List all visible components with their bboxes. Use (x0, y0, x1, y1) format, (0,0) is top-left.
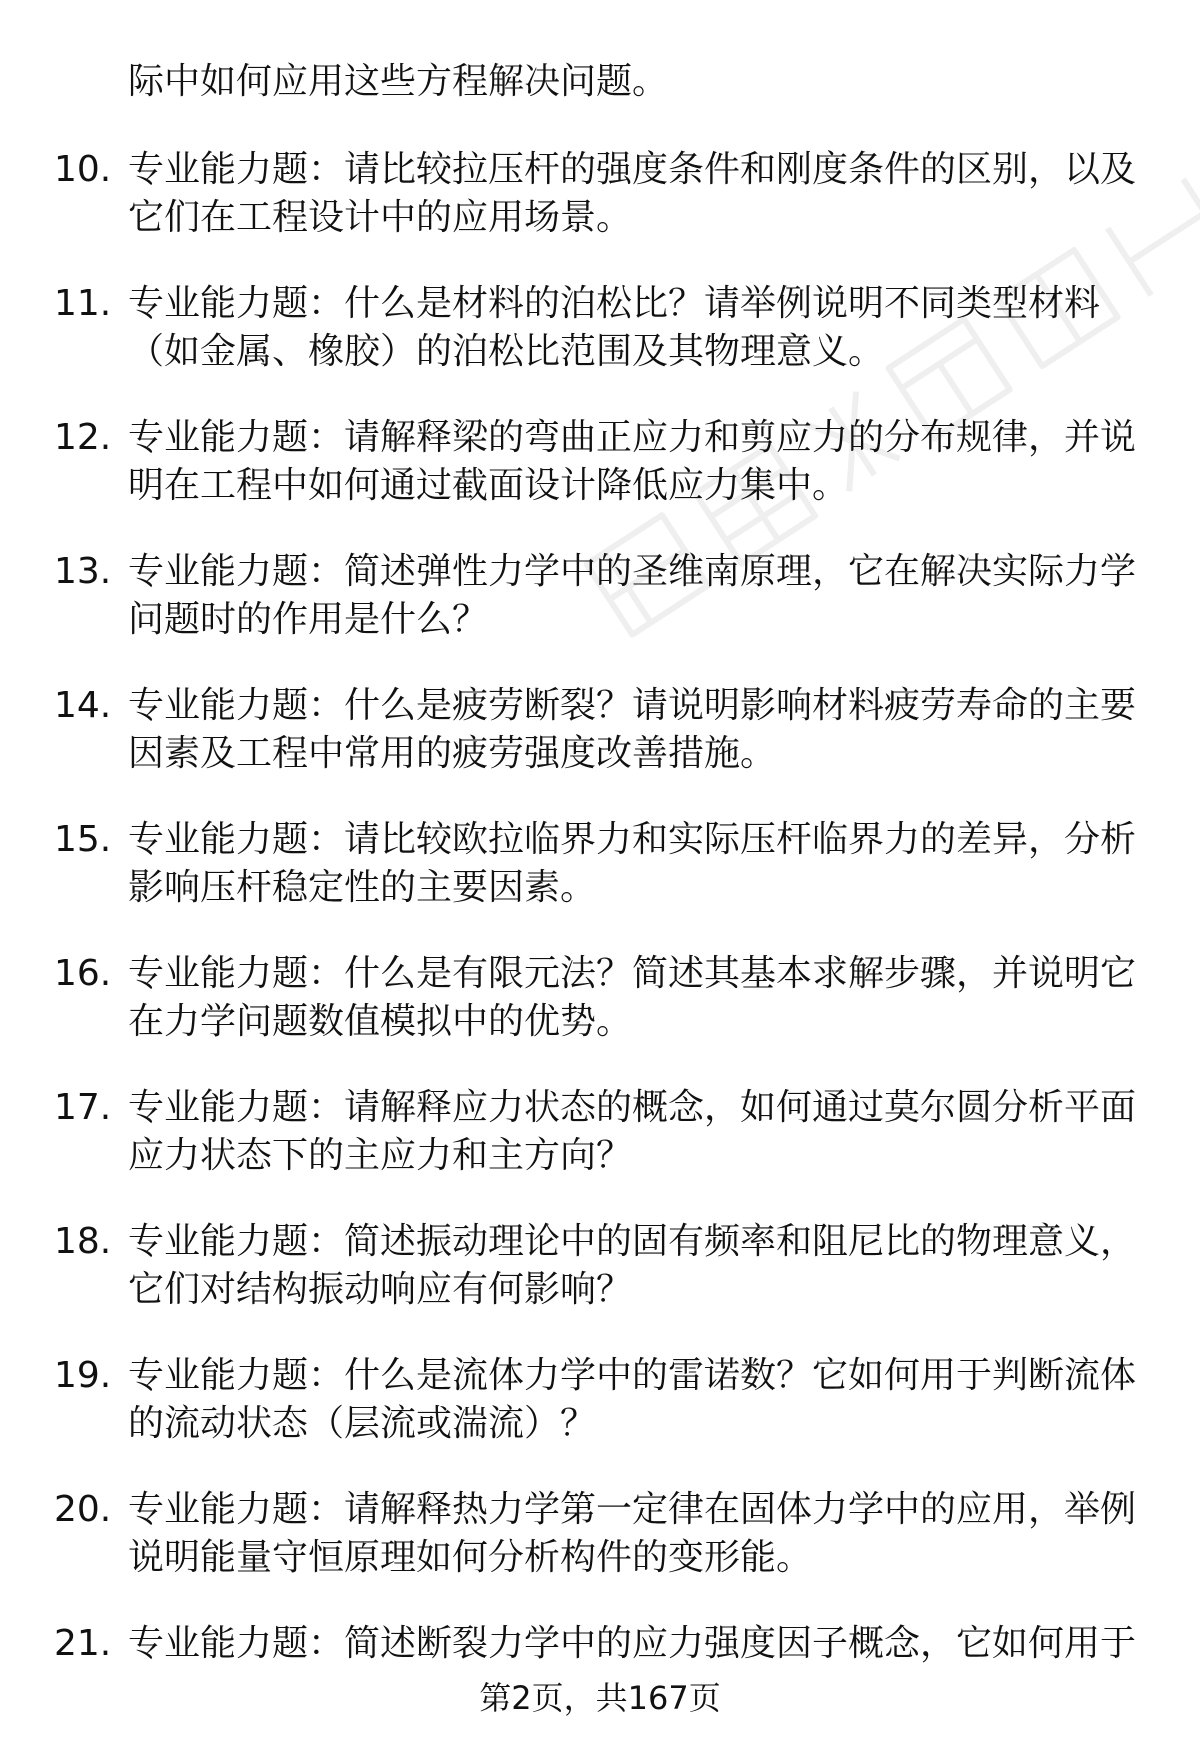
continuation-text: 际中如何应用这些方程解决问题。 (128, 61, 669, 102)
question-list (0, 146, 1200, 1754)
question-line: 专业能力题：请比较拉压杆的强度条件和刚度条件的区别，以及 (128, 149, 1137, 190)
question-text (128, 548, 1138, 644)
question-item (0, 1352, 1200, 1486)
question-line: 明在工程中如何通过截面设计降低应力集中。 (128, 465, 849, 506)
question-item (0, 682, 1200, 816)
question-number: 20. (54, 1489, 112, 1530)
question-line: 应力状态下的主应力和主方向？ (128, 1135, 633, 1176)
question-item (0, 1218, 1200, 1352)
question-text (128, 1486, 1138, 1582)
question-line: 专业能力题：请解释应力状态的概念，如何通过莫尔圆分析平面 (128, 1087, 1137, 1128)
question-line: 它们在工程设计中的应用场景。 (128, 197, 633, 238)
question-item (0, 280, 1200, 414)
question-line: 专业能力题：简述断裂力学中的应力强度因子概念，它如何用于 (128, 1623, 1137, 1664)
question-number: 17. (54, 1087, 112, 1128)
question-text (128, 1620, 1138, 1668)
question-line: 专业能力题：什么是流体力学中的雷诺数？它如何用于判断流体 (128, 1355, 1137, 1396)
question-line: 影响压杆稳定性的主要因素。 (128, 867, 597, 908)
question-text (128, 950, 1138, 1046)
question-text (128, 816, 1138, 912)
question-number: 14. (54, 685, 112, 726)
question-line: 它们对结构振动响应有何影响？ (128, 1269, 633, 1310)
question-number: 11. (54, 283, 112, 324)
question-line: 专业能力题：请比较欧拉临界力和实际压杆临界力的差异，分析 (128, 819, 1137, 860)
question-item (0, 414, 1200, 548)
question-line: 专业能力题：什么是有限元法？简述其基本求解步骤，并说明它 (128, 953, 1137, 994)
question-line: 专业能力题：请解释热力学第一定律在固体力学中的应用，举例 (128, 1489, 1137, 1530)
question-number: 18. (54, 1221, 112, 1262)
question-line: （如金属、橡胶）的泊松比范围及其物理意义。 (128, 331, 885, 372)
question-line: 专业能力题：请解释梁的弯曲正应力和剪应力的分布规律，并说 (128, 417, 1137, 458)
question-line: 在力学问题数值模拟中的优势。 (128, 1001, 633, 1042)
question-text (128, 682, 1138, 778)
question-number: 16. (54, 953, 112, 994)
question-line: 问题时的作用是什么？ (128, 599, 489, 640)
question-line: 说明能量守恒原理如何分析构件的变形能。 (128, 1537, 813, 1578)
question-number: 19. (54, 1355, 112, 1396)
question-text (128, 280, 1138, 376)
question-item (0, 950, 1200, 1084)
question-line: 的流动状态（层流或湍流）？ (128, 1403, 597, 1444)
question-number: 13. (54, 551, 112, 592)
question-item (0, 146, 1200, 280)
question-number: 15. (54, 819, 112, 860)
question-item (0, 1486, 1200, 1620)
page-number-footer: 第2页，共167页 (479, 1679, 721, 1717)
question-line: 专业能力题：什么是疲劳断裂？请说明影响材料疲劳寿命的主要 (128, 685, 1137, 726)
question-line: 专业能力题：简述弹性力学中的圣维南原理，它在解决实际力学 (128, 551, 1137, 592)
question-text (128, 1218, 1138, 1314)
question-number: 10. (54, 149, 112, 190)
question-number: 12. (54, 417, 112, 458)
question-line: 专业能力题：什么是材料的泊松比？请举例说明不同类型材料 (128, 283, 1101, 324)
question-line: 专业能力题：简述振动理论中的固有频率和阻尼比的物理意义， (128, 1221, 1137, 1262)
question-line: 因素及工程中常用的疲劳强度改善措施。 (128, 733, 777, 774)
question-text (128, 1352, 1138, 1448)
question-item (0, 1084, 1200, 1218)
question-text (128, 414, 1138, 510)
question-text (128, 1084, 1138, 1180)
question-item (0, 548, 1200, 682)
question-text (128, 146, 1138, 242)
question-item (0, 816, 1200, 950)
question-number: 21. (54, 1623, 112, 1664)
